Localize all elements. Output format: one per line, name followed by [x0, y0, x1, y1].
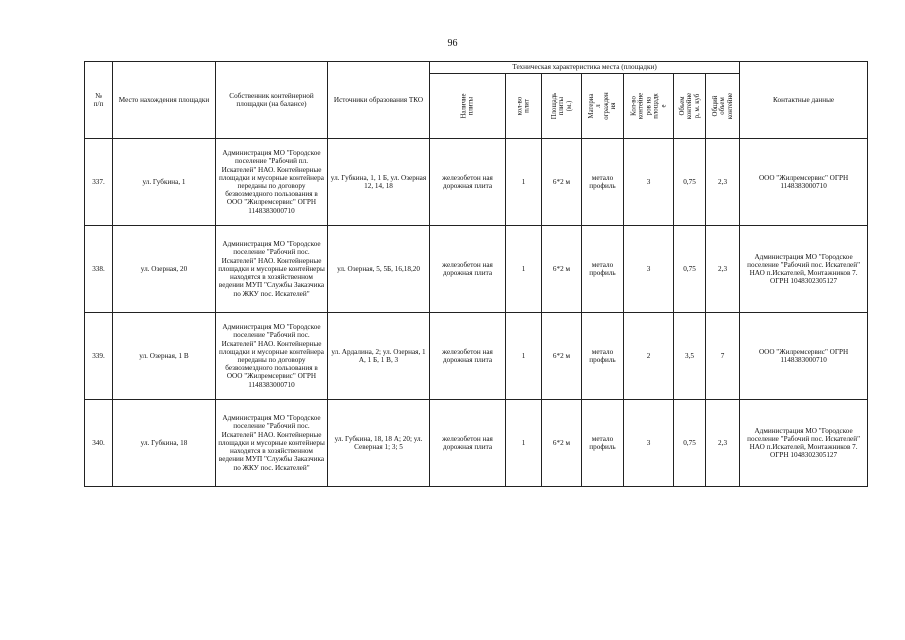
cell-total: 2,3 — [706, 139, 740, 226]
table-row — [85, 313, 868, 400]
cell-plate-count: 1 — [506, 139, 542, 226]
header-plate-count: кол-во плит — [516, 96, 531, 116]
cell-fence: метало профиль — [582, 313, 624, 400]
cell-contacts: ООО "Жилремсервис" ОГРН 1148383000710 — [740, 313, 868, 400]
cell-sources: ул. Губкина, 18, 18 А; 20; ул. Северная 1; 3; 5 — [328, 400, 430, 487]
header-plate-present: Наличие плиты — [460, 93, 475, 119]
cell-num: 337. — [85, 139, 113, 226]
cell-containers: 3 — [624, 226, 674, 313]
cell-volume: 0,75 — [674, 226, 706, 313]
cell-fence: метало профиль — [582, 400, 624, 487]
cell-total: 2,3 — [706, 400, 740, 487]
header-fence-material: Материа л огражден ия — [587, 92, 617, 120]
page-number: 96 — [447, 38, 458, 49]
cell-owner: Администрация МО "Городское поселение "Рабочий пос. Искателей" НАО. Контейнерные площадки и мусорные контейнеры находятся в хозяйственном ведении МУП "Службы Заказчика по ЖКУ пос. Искателей" — [216, 226, 328, 313]
header-total-volume: Общий объем контейне — [711, 92, 734, 120]
cell-place: ул. Озерная, 1 В — [113, 313, 216, 400]
cell-sources: ул. Губкина, 1, 1 Б, ул. Озерная 12, 14, 18 — [328, 139, 430, 226]
cell-place: ул. Губкина, 1 — [113, 139, 216, 226]
cell-volume: 0,75 — [674, 400, 706, 487]
cell-plate-area: 6*2 м — [542, 139, 582, 226]
header-place: Место нахождения площадки — [113, 62, 216, 139]
cell-plate: железобетон ная дорожная плита — [430, 400, 506, 487]
cell-total: 2,3 — [706, 226, 740, 313]
cell-containers: 2 — [624, 313, 674, 400]
cell-plate-count: 1 — [506, 313, 542, 400]
registry-table — [84, 61, 868, 487]
cell-plate-area: 6*2 м — [542, 226, 582, 313]
table-row — [85, 226, 868, 313]
cell-contacts: Администрация МО "Городское поселение "Рабочий пос. Искателей" НАО п.Искателей, Монтажников 7. ОГРН 1048302305127 — [740, 400, 868, 487]
cell-containers: 3 — [624, 139, 674, 226]
cell-num: 338. — [85, 226, 113, 313]
cell-num: 339. — [85, 313, 113, 400]
header-tech: Техническая характеристика места (площадки) — [430, 62, 740, 74]
cell-volume: 0,75 — [674, 139, 706, 226]
cell-owner: Администрация МО "Городское поселение "Рабочий пл. Искателей" НАО. Контейнерные площадки и мусорные контейнера переданы по договору безвозмездного пользования в ООО "Жилремсервис" ОГРН 1148383000710 — [216, 139, 328, 226]
cell-plate: железобетон ная дорожная плита — [430, 139, 506, 226]
header-containers-count: Кол-во контейне ров на площадк е — [629, 92, 667, 120]
cell-containers: 3 — [624, 400, 674, 487]
cell-plate: железобетон ная дорожная плита — [430, 313, 506, 400]
cell-plate-count: 1 — [506, 226, 542, 313]
cell-plate-area: 6*2 м — [542, 313, 582, 400]
cell-owner: Администрация МО "Городское поселение "Рабочий пос. Искателей" НАО. Контейнерные площадки и мусорные контейнеры находятся в хозяйственном ведении МУП "Службы Заказчика по ЖКУ пос. Искателей" — [216, 400, 328, 487]
header-owner: Собственник контейнерной площадки (на балансе) — [216, 62, 328, 139]
cell-place: ул. Озерная, 20 — [113, 226, 216, 313]
table-row — [85, 139, 868, 226]
header-num: № п/п — [85, 62, 113, 139]
header-container-volume: Объем контейне р, м. куб — [678, 92, 701, 120]
cell-fence: метало профиль — [582, 226, 624, 313]
cell-sources: ул. Озерная, 5, 5Б, 16,18,20 — [328, 226, 430, 313]
cell-volume: 3,5 — [674, 313, 706, 400]
table-row — [85, 400, 868, 487]
cell-plate-area: 6*2 м — [542, 400, 582, 487]
cell-plate: железобетон ная дорожная плита — [430, 226, 506, 313]
cell-total: 7 — [706, 313, 740, 400]
cell-num: 340. — [85, 400, 113, 487]
cell-plate-count: 1 — [506, 400, 542, 487]
header-contacts: Контактные данные — [740, 62, 868, 139]
cell-owner: Администрация МО "Городское поселение "Рабочий пос. Искателей" НАО. Контейнерные площадки и мусорные контейнера переданы по договору безвозмездного пользования в ООО "Жилремсервис" ОГРН 1148383000710 — [216, 313, 328, 400]
header-sources: Источники образования ТКО — [328, 62, 430, 139]
cell-sources: ул. Ардалина, 2; ул. Озерная, 1 А, 1 Б, 1 В, 3 — [328, 313, 430, 400]
header-plate-area: Площадь плиты (м.) — [550, 92, 573, 120]
cell-contacts: ООО "Жилремсервис" ОГРН 1148383000710 — [740, 139, 868, 226]
cell-place: ул. Губкина, 18 — [113, 400, 216, 487]
cell-contacts: Администрация МО "Городское поселение "Рабочий пос. Искателей" НАО п.Искателей, Монтажников 7. ОГРН 1048302305127 — [740, 226, 868, 313]
cell-fence: метало профиль — [582, 139, 624, 226]
